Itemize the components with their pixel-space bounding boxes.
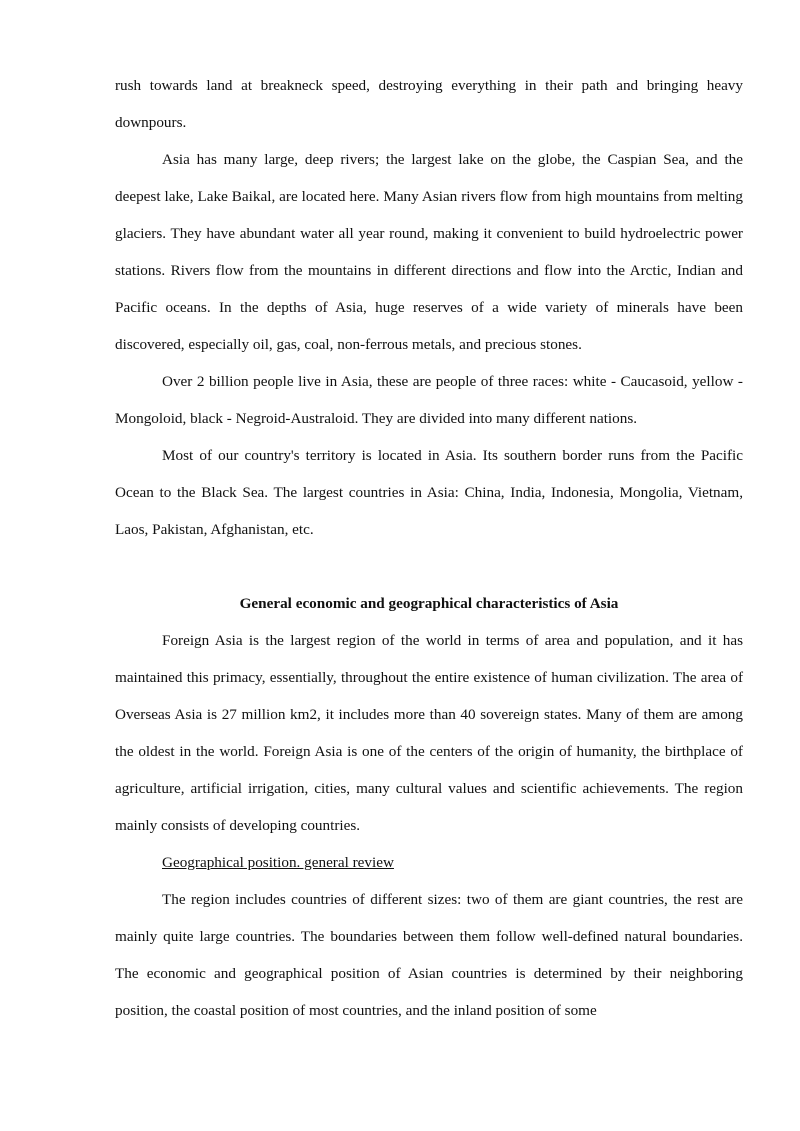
paragraph-rivers-lakes: Asia has many large, deep rivers; the largest lake on the globe, the Caspian Sea, and the deepest lake, Lake Baikal, are located here. Many Asian rivers flow from high mountains from melting glaciers. They have abundant water all year round, making it convenient to build hydroelectric power stations. Rivers flow from the mountains in different directions and flow into the Arctic, Indian and Pacific oceans. In the depths of Asia, huge reserves of a wide variety of minerals have been discovered, especially oil, gas, coal, non-ferrous metals, and precious stones. — [115, 151, 743, 353]
section-spacer — [115, 548, 743, 585]
paragraph-countries: Most of our country's territory is located in Asia. Its southern border runs from the Pacific Ocean to the Black Sea. The largest countries in Asia: China, India, Indonesia, Mongolia, Vietnam, Laos, Pakistan, Afghanistan, etc. — [115, 447, 743, 538]
subsection-link[interactable]: Geographical position. general review — [162, 854, 394, 871]
paragraph-continuation: rush towards land at breakneck speed, destroying everything in their path and bringing heavy downpours. — [115, 77, 743, 131]
paragraph-population: Over 2 billion people live in Asia, these are people of three races: white - Caucasoid, yellow - Mongoloid, black - Negroid-Australoid. They are divided into many different nations. — [115, 373, 743, 427]
paragraph-region-sizes: The region includes countries of different sizes: two of them are giant countries, the rest are mainly quite large countries. The boundaries between them follow well-defined natural boundaries. The economic and geographical position of Asian countries is determined by their neighboring position, the coastal position of most countries, and the inland position of some — [115, 891, 743, 1019]
subsection-title — [115, 844, 743, 881]
page-content — [115, 67, 743, 1029]
paragraph-foreign-asia: Foreign Asia is the largest region of the world in terms of area and population, and it has maintained this primacy, essentially, throughout the entire existence of human civilization. The area of Overseas Asia is 27 million km2, it includes more than 40 sovereign states. Many of them are among the oldest in the world. Foreign Asia is one of the centers of the origin of humanity, the birthplace of agriculture, artificial irrigation, cities, many cultural values and scientific achievements. The region mainly consists of developing countries. — [115, 632, 743, 834]
section-heading: General economic and geographical characteristics of Asia — [239, 595, 619, 612]
